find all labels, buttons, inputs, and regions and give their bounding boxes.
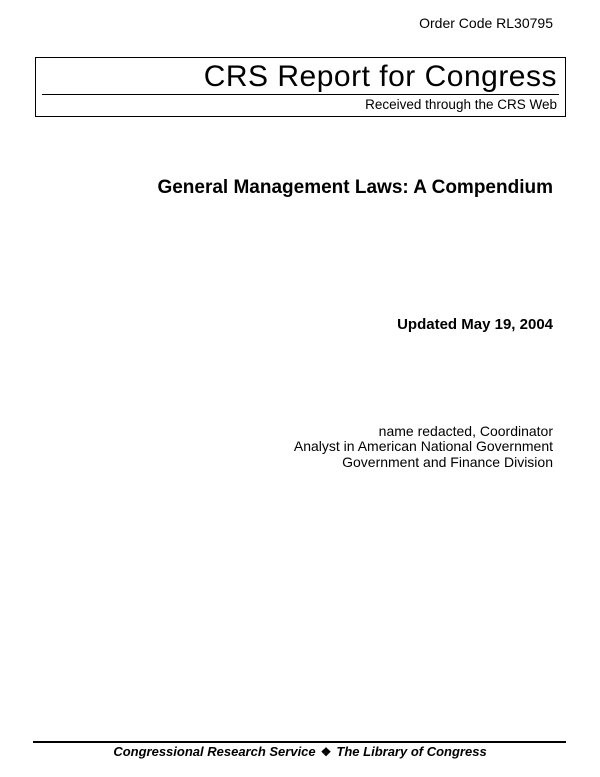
author-division-line: Government and Finance Division	[342, 453, 553, 470]
header-divider-rule	[42, 94, 559, 95]
crs-masthead-title: CRS Report for Congress	[203, 60, 557, 93]
updated-date: Updated May 19, 2004	[397, 316, 553, 333]
author-role-line: Analyst in American National Government	[293, 438, 553, 455]
diamond-icon: ❖	[320, 745, 332, 759]
crs-masthead-subtitle: Received through the CRS Web	[365, 96, 557, 112]
footer-library: The Library of Congress	[336, 744, 487, 759]
footer-divider-rule	[33, 741, 566, 743]
order-code: Order Code RL30795	[419, 15, 553, 31]
report-title: General Management Laws: A Compendium	[157, 177, 553, 198]
author-name-line: name redacted, Coordinator	[378, 423, 553, 439]
author-block	[294, 424, 553, 470]
footer-organization: Congressional Research Service	[113, 744, 316, 759]
crs-header-box	[35, 57, 566, 117]
footer-imprint	[0, 744, 600, 760]
